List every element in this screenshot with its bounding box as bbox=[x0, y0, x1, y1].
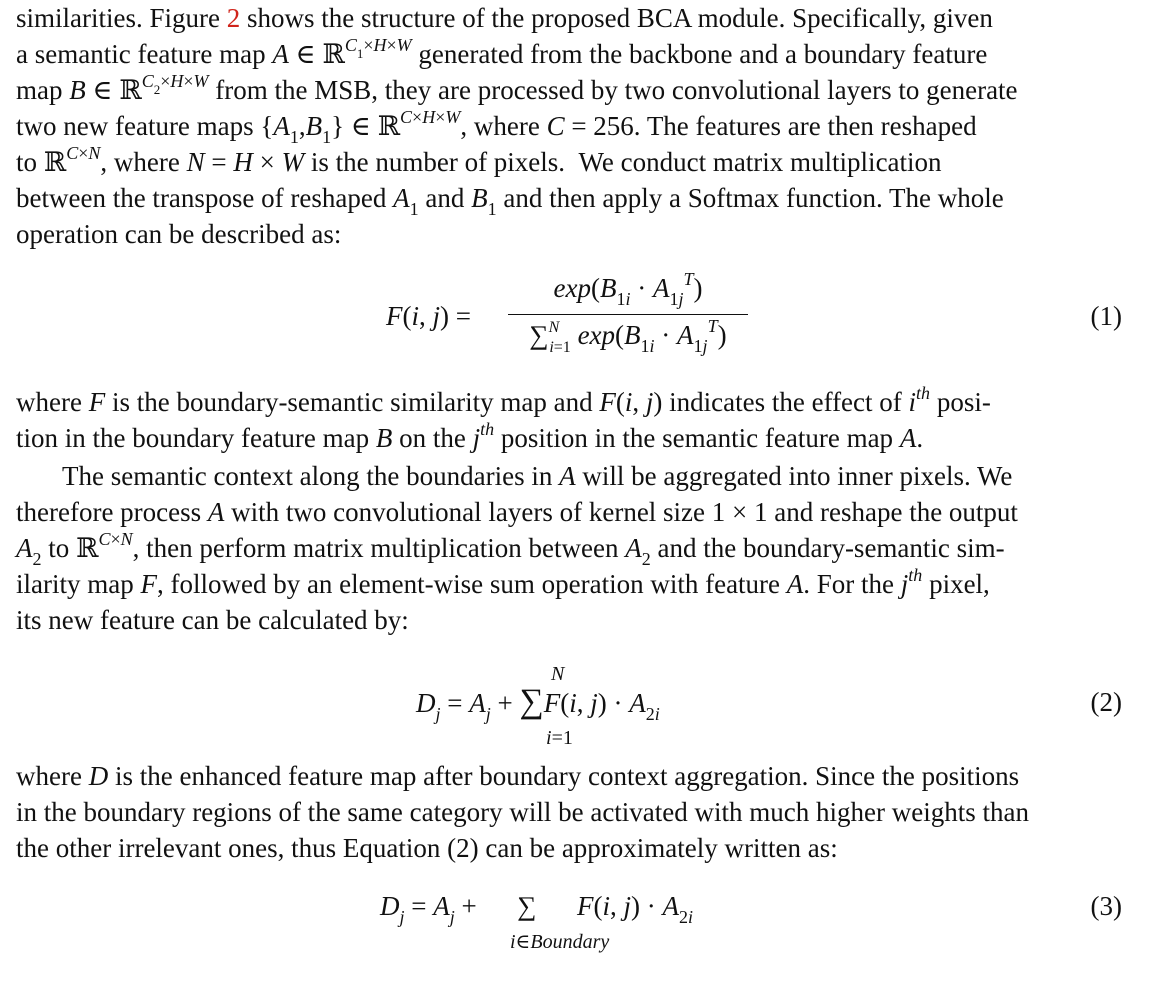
text-line: to ℝ$^{C\times N}$, where N = H × W is the number of pixels. We conduct matrix multiplication bbox=[16, 143, 942, 177]
text-line: in the boundary regions of the same category will be activated with much higher weights than bbox=[16, 797, 1029, 827]
text-line: where D is the enhanced feature map after boundary context aggregation. Since the positions bbox=[16, 761, 1020, 791]
sum-lower-limit: i=1 bbox=[546, 727, 573, 749]
equation-1 bbox=[16, 270, 1122, 366]
sum-upper-limit: N bbox=[551, 663, 565, 685]
text-line: ilarity map F, followed by an element-wise sum operation with feature A. For the $j^{th}$ pixel, bbox=[16, 565, 990, 599]
equation-2-number: (2) bbox=[1090, 687, 1122, 717]
equation-1-numerator: $\exp(B_{1i} \cdot A_{1j}^T)$ bbox=[553, 269, 703, 310]
text-line: tion in the boundary feature map B on the $j^{th}$ position in the semantic feature map A. bbox=[16, 419, 924, 453]
paragraph-similarity-map bbox=[16, 384, 1122, 456]
text-line: operation can be described as: bbox=[16, 219, 342, 249]
text-line: a semantic feature map A ∈ ℝ$^{C_1\times H\times W}$ generated from the backbone and a boundary feature bbox=[16, 35, 988, 69]
paragraph-bca-intro bbox=[16, 0, 1122, 252]
text-line: similarities. Figure 2 shows the structure of the proposed BCA module. Specifically, given bbox=[16, 3, 993, 33]
text-line: therefore process A with two convolutional layers of kernel size 1 × 1 and reshape the output bbox=[16, 497, 1018, 527]
equation-2-body: $D_j = A_j + \sum F(i$, $j) \cdot A_{2i}$ bbox=[416, 683, 660, 725]
paragraph-context-aggregation bbox=[16, 458, 1122, 638]
equation-3-body: $D_j = A_j$ + ∑ F(i, $j) \cdot A_{2i}$ bbox=[380, 891, 694, 928]
equation-1-number: (1) bbox=[1090, 301, 1122, 331]
equation-3 bbox=[16, 886, 1122, 966]
text-line: where F is the boundary-semantic similarity map and F(i, j) indicates the effect of $i^{th}$ posi- bbox=[16, 383, 991, 417]
text-line: $A_2$ to ℝ$^{C\times N}$, then perform matrix multiplication between $A_2$ and the boundary-semantic sim- bbox=[16, 529, 1005, 570]
paragraph-enhanced-feature bbox=[16, 758, 1122, 866]
fraction-bar bbox=[508, 314, 748, 315]
equation-1-denominator: ∑$^N_{i=1}$ $\exp(B_{1i} \cdot A_{1j}^T)$ bbox=[529, 316, 727, 357]
sum-boundary-label: i∈Boundary bbox=[510, 931, 610, 953]
equation-3-number: (3) bbox=[1090, 891, 1122, 921]
equation-2 bbox=[16, 656, 1122, 748]
figure-reference-link[interactable]: 2 bbox=[226, 3, 241, 33]
text-line: two new feature maps $\{A_1,B_1\}$ ∈ ℝ$^{C\times H\times W}$, where C = 256. The features are then reshaped bbox=[16, 107, 977, 148]
text-line: between the transpose of reshaped $A_1$ and $B_1$ and then apply a Softmax function. The whole bbox=[16, 183, 1004, 220]
text-line: map B ∈ ℝ$^{C_2\times H\times W}$ from the MSB, they are processed by two convolutional layers to generate bbox=[16, 71, 1018, 105]
equation-1-lhs: F(i, j) = bbox=[386, 301, 471, 331]
text-line: its new feature can be calculated by: bbox=[16, 605, 409, 635]
text-line: The semantic context along the boundaries in A will be aggregated into inner pixels. We bbox=[62, 461, 1013, 491]
equation-1-fraction bbox=[508, 270, 748, 357]
text-line: the other irrelevant ones, thus Equation (2) can be approximately written as: bbox=[16, 833, 838, 863]
